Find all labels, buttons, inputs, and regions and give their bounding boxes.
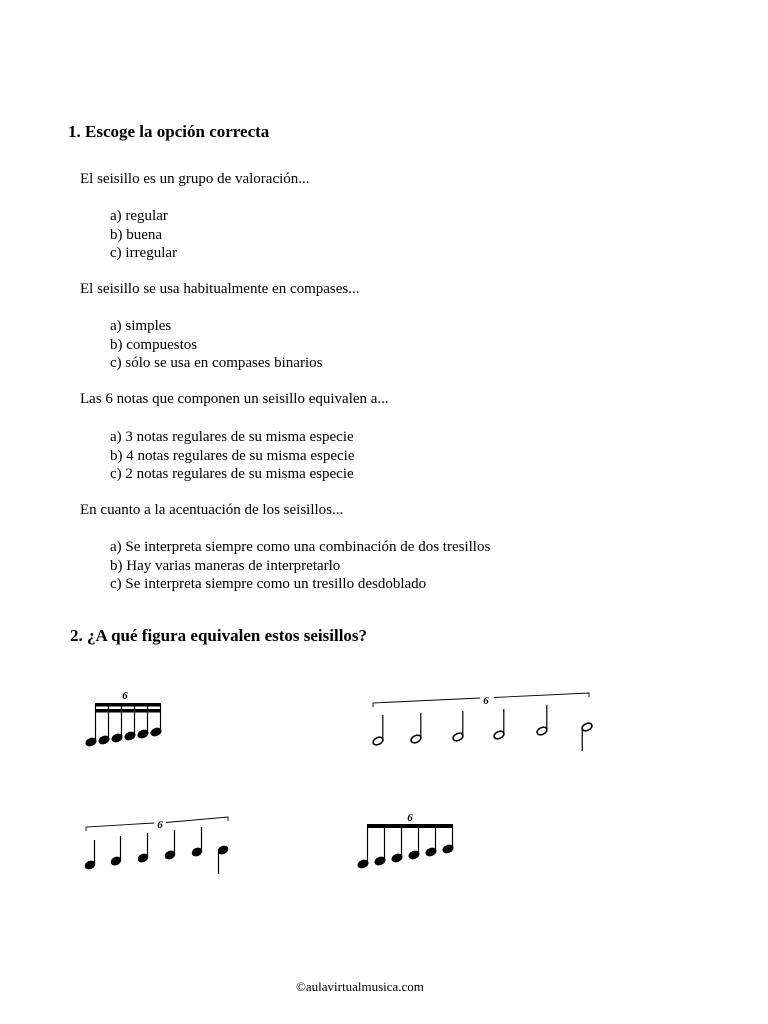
option-b: b) compuestos [110,336,198,353]
option-b: b) Hay varias maneras de interpretarlo [110,557,341,574]
section2-heading: 2. ¿A qué figura equivalen estos seisillos? [70,626,368,645]
option-b: b) 4 notas regulares de su misma especie [110,447,355,464]
question-1-options [110,207,177,263]
question-2-text: El seisillo se usa habitualmente en compases... [80,281,360,297]
question-4-text: En cuanto a la acentuación de los seisillos... [80,502,344,518]
option-c: c) 2 notas regulares de su misma especie [110,466,354,482]
question-4-options [110,538,490,594]
tuplet-number: 6 [483,695,489,707]
question-3-text: Las 6 notas que componen un seisillo equivalen a... [80,391,389,407]
question-3-options [110,428,355,484]
tuplet-number: 6 [157,819,163,831]
tuplet-number: 6 [122,690,128,702]
sextuplet-half-notes [368,685,598,755]
sextuplet-eighth-notes [350,808,470,878]
option-a: a) simples [110,318,172,334]
sextuplet-sixteenth-notes [80,685,180,755]
option-a: a) Se interpreta siempre como una combinación de dos tresillos [110,539,491,555]
option-b: b) buena [110,226,163,243]
option-c: c) Se interpreta siempre como un tresillo desdoblado [110,576,427,592]
half-notes [372,705,593,751]
footer-copyright: ©aulavirtualmusica.com [296,979,424,994]
tuplet-number: 6 [407,812,413,824]
beamed-group [357,824,454,869]
option-a: a) regular [110,208,168,224]
sextuplet-quarter-notes [80,808,240,878]
section1-heading: 1. Escoge la opción correcta [68,122,270,141]
option-c: c) sólo se usa en compases binarios [110,355,323,371]
option-a: a) 3 notas regulares de su misma especie [110,429,354,445]
quarter-notes [84,827,229,874]
tuplet-bracket [373,693,589,707]
beamed-group [85,703,162,747]
question-1-text: El seisillo es un grupo de valoración... [80,171,310,187]
question-2-options [110,317,322,373]
option-c: c) irregular [110,245,178,261]
